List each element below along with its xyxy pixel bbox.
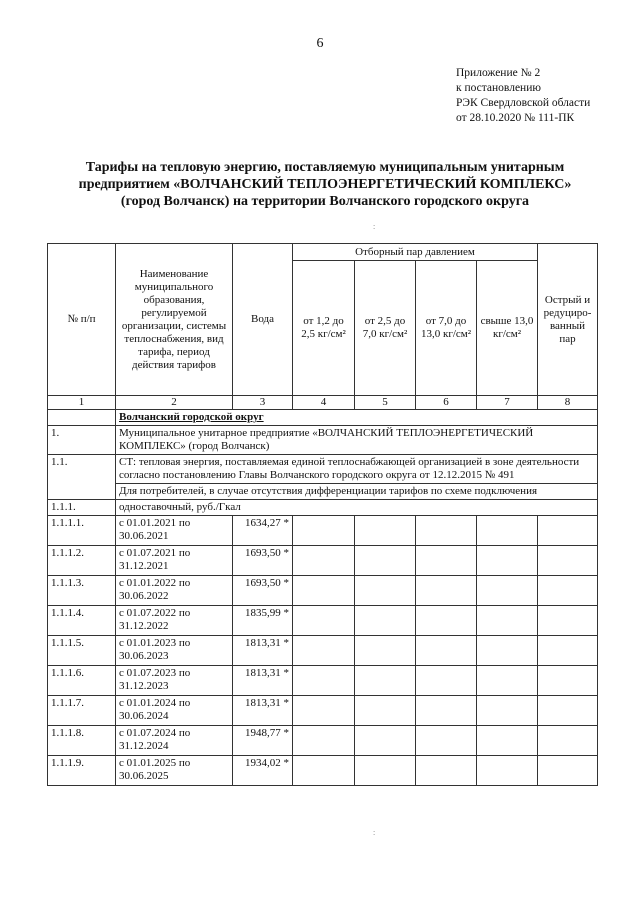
empty-cell [538,546,598,576]
water-tariff: 1934,02 * [233,756,293,786]
empty-cell [416,666,477,696]
empty-cell [538,756,598,786]
row-num: 1.1.1.3. [48,576,116,606]
rate-type-row [48,500,598,516]
period: с 01.01.2021 по 30.06.2021 [116,516,233,546]
column-number: 8 [538,396,598,410]
water-tariff: 1813,31 * [233,696,293,726]
row-num: 1.1.1.6. [48,666,116,696]
period: с 01.07.2024 по 31.12.2024 [116,726,233,756]
empty-cell [477,576,538,606]
empty-cell [538,606,598,636]
water-tariff: 1948,77 * [233,726,293,756]
tariff-row [48,576,598,606]
empty-cell [538,516,598,546]
row-num: 1.1.1.7. [48,696,116,726]
empty-cell [293,546,355,576]
tariff-row [48,606,598,636]
empty-cell [477,726,538,756]
period: с 01.07.2021 по 31.12.2021 [116,546,233,576]
row-num: 1.1.1.2. [48,546,116,576]
water-tariff: 1813,31 * [233,666,293,696]
empty-cell [477,756,538,786]
header-sharp-steam: Острый и редуциро-ванный пар [538,244,598,396]
empty-cell [293,696,355,726]
tariff-table [47,243,598,786]
scan-mark: : [373,828,376,837]
empty-cell [477,666,538,696]
empty-cell [293,756,355,786]
empty-cell [538,636,598,666]
empty-cell [477,696,538,726]
empty-cell [538,726,598,756]
tariff-row [48,636,598,666]
empty-cell [538,576,598,606]
header-pressure-4: свыше 13,0 кг/см² [477,261,538,396]
empty-cell [355,546,416,576]
period: с 01.01.2024 по 30.06.2024 [116,696,233,726]
empty-cell [416,636,477,666]
header-steam-group: Отборный пар давлением [293,244,538,261]
tariff-row [48,726,598,756]
empty-cell [293,726,355,756]
row-num: 1.1.1.9. [48,756,116,786]
row-num: 1.1. [48,455,116,500]
row-num: 1.1.1.4. [48,606,116,636]
row-num: 1.1.1.1. [48,516,116,546]
empty-cell [416,516,477,546]
tariff-row [48,666,598,696]
header-name: Наименование муниципального образования, регулируемой организации, системы теплоснабжения, вид тарифа, период действия тарифов [116,244,233,396]
empty-cell [355,756,416,786]
column-number: 2 [116,396,233,410]
tariff-row [48,756,598,786]
rate-type: одноставочный, руб./Гкал [116,500,598,516]
empty-cell [416,546,477,576]
empty-cell [293,516,355,546]
empty-cell [293,666,355,696]
system-row [48,455,598,484]
scan-mark: : [373,222,376,231]
column-number: 1 [48,396,116,410]
empty-cell [293,606,355,636]
water-tariff: 1634,27 * [233,516,293,546]
appendix-line: РЭК Свердловской области [456,97,591,109]
empty-cell [416,576,477,606]
appendix-line: к постановлению [456,82,541,94]
column-number: 6 [416,396,477,410]
tariff-row [48,696,598,726]
empty-cell [538,666,598,696]
title-line: предприятием «ВОЛЧАНСКИЙ ТЕПЛОЭНЕРГЕТИЧЕСКИЙ КОМПЛЕКС» [78,177,572,192]
title-line: (город Волчанск) на территории Волчанского городского округа [120,194,530,209]
water-tariff: 1693,50 * [233,546,293,576]
column-number: 7 [477,396,538,410]
document-title [60,159,590,210]
empty-cell [477,516,538,546]
empty-cell [477,546,538,576]
appendix-line: от 28.10.2020 № 111-ПК [456,112,575,124]
row-num: 1.1.1. [48,500,116,516]
empty-cell [477,636,538,666]
tariff-row [48,546,598,576]
empty-cell [355,576,416,606]
tariff-row [48,516,598,546]
column-number: 4 [293,396,355,410]
period: с 01.07.2022 по 31.12.2022 [116,606,233,636]
header-pressure-2: от 2,5 до 7,0 кг/см² [355,261,416,396]
header-num: № п/п [48,244,116,396]
org-row [48,426,598,455]
appendix-note [456,66,590,126]
empty-cell [293,636,355,666]
column-number: 5 [355,396,416,410]
empty-cell [293,576,355,606]
column-number-row [48,396,598,410]
row-num: 1.1.1.5. [48,636,116,666]
empty-cell [538,696,598,726]
page-number: 6 [316,36,324,51]
empty-cell [355,726,416,756]
title-line: Тарифы на тепловую энергию, поставляемую муниципальным унитарным [85,160,565,175]
period: с 01.07.2023 по 31.12.2023 [116,666,233,696]
water-tariff: 1835,99 * [233,606,293,636]
empty-cell [416,696,477,726]
column-number: 3 [233,396,293,410]
period: с 01.01.2022 по 30.06.2022 [116,576,233,606]
water-tariff: 1693,50 * [233,576,293,606]
empty-cell [416,726,477,756]
header-water: Вода [233,244,293,396]
system-description: СТ: тепловая энергия, поставляемая единой теплоснабжающей организацией в зоне деятельности согласно постановлению Главы Волчанского городского округа от 12.12.2015 № 491 [116,455,598,484]
empty-cell [355,636,416,666]
consumers-description: Для потребителей, в случае отсутствия дифференциации тарифов по схеме подключения [116,484,598,500]
empty-cell [416,756,477,786]
org-name: Муниципальное унитарное предприятие «ВОЛЧАНСКИЙ ТЕПЛОЭНЕРГЕТИЧЕСКИЙ КОМПЛЕКС» (город Волчанск) [116,426,598,455]
header-pressure-1: от 1,2 до 2,5 кг/см² [293,261,355,396]
empty-cell [477,606,538,636]
tariff-rows [48,516,598,786]
row-num: 1.1.1.8. [48,726,116,756]
header-pressure-3: от 7,0 до 13,0 кг/см² [416,261,477,396]
appendix-line: Приложение № 2 [456,67,541,79]
district-row [48,410,598,426]
empty-cell [355,696,416,726]
cell [48,410,116,426]
period: с 01.01.2023 по 30.06.2023 [116,636,233,666]
empty-cell [355,606,416,636]
empty-cell [355,666,416,696]
header-row [48,244,598,261]
row-num: 1. [48,426,116,455]
empty-cell [355,516,416,546]
consumers-row [48,484,598,500]
water-tariff: 1813,31 * [233,636,293,666]
district-name: Волчанский городской округ [116,410,598,426]
empty-cell [416,606,477,636]
period: с 01.01.2025 по 30.06.2025 [116,756,233,786]
